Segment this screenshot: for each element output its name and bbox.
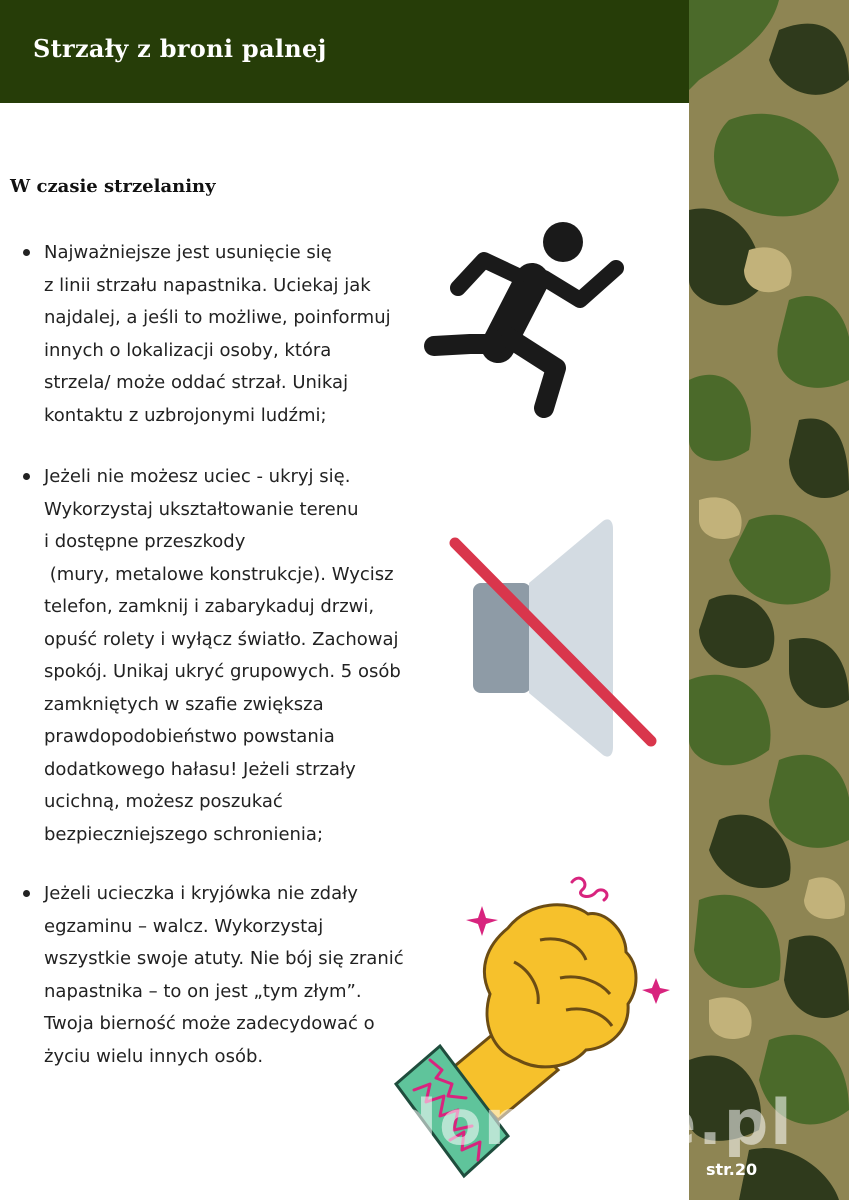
bullet-dot: [23, 249, 30, 256]
muted-speaker-icon: [445, 515, 665, 764]
bullet-line: prawdopodobieństwo powstania: [44, 726, 335, 747]
bullet-line: egzaminu – walcz. Wykorzystaj: [44, 915, 324, 937]
bullet-dot: [23, 890, 30, 897]
bullet-line: strzela/ może oddać strzał. Unikaj: [44, 372, 349, 393]
bullet-line: spokój. Unikaj ukryć grupowych. 5 osób: [44, 661, 401, 682]
section-heading: W czasie strzelaniny: [10, 176, 216, 197]
bullet-line: Najważniejsze jest usunięcie się: [44, 242, 332, 263]
camouflage-side-strip: [689, 0, 849, 1200]
page-number: str.20: [706, 1160, 758, 1179]
bullet-item-hide: [44, 461, 454, 851]
bullet-line: życiu wielu innych osób.: [44, 1045, 264, 1067]
running-person-icon: [420, 218, 635, 427]
camouflage-pattern: [689, 0, 849, 1200]
bullet-line: bezpieczniejszego schronienia;: [44, 823, 324, 845]
bullet-line: Jeżeli ucieczka i kryjówka nie zdały: [44, 883, 358, 904]
bullet-line: z linii strzału napastnika. Uciekaj jak: [44, 274, 371, 296]
bullet-line: ucichną, możesz poszukać: [44, 791, 283, 812]
bullet-line: napastnika – to on jest „tym złym”.: [44, 980, 362, 1002]
bullet-line: (mury, metalowe konstrukcje). Wycisz: [44, 563, 394, 585]
bullet-line: wszystkie swoje atuty. Nie bój się zranić: [44, 948, 404, 969]
bullet-line: najdalej, a jeśli to możliwe, poinformuj: [44, 307, 391, 328]
header-bar: [0, 0, 689, 103]
watermark-text: wedlinydomowe.pl: [108, 1086, 794, 1159]
bullet-line: dodatkowego hałasu! Jeżeli strzały: [44, 758, 356, 780]
page-title: Strzały z broni palnej: [33, 34, 327, 63]
bullet-line: i dostępne przeszkody: [44, 531, 246, 552]
bullet-item-flee: [44, 237, 454, 432]
bullet-line: Twoja bierność może zadecydować o: [44, 1013, 375, 1034]
bullet-line: telefon, zamknij i zabarykaduj drzwi,: [44, 596, 375, 617]
bullet-line: Jeżeli nie możesz uciec - ukryj się.: [44, 466, 351, 487]
bullet-line: Wykorzystaj ukształtowanie terenu: [44, 498, 359, 520]
bullet-line: zamkniętych w szafie zwiększa: [44, 693, 324, 715]
bullet-line: kontaktu z uzbrojonymi ludźmi;: [44, 404, 327, 426]
bullet-dot: [23, 473, 30, 480]
bullet-line: innych o lokalizacji osoby, która: [44, 339, 332, 361]
bullet-line: opuść rolety i wyłącz światło. Zachowaj: [44, 628, 399, 650]
